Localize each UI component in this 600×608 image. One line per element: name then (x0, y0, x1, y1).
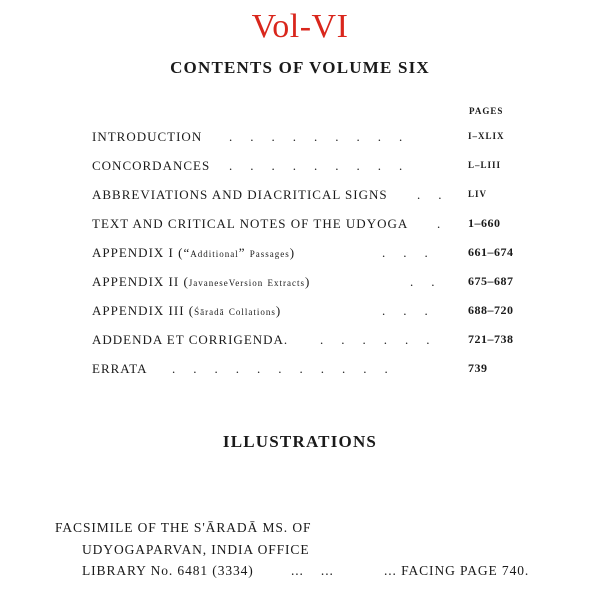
toc-row-appendix-1 (92, 245, 532, 265)
toc-page: 688–720 (468, 303, 514, 317)
toc-leader-dots: ... (382, 245, 446, 260)
toc-label-smallcaps: Additional (190, 249, 239, 259)
toc-label-open: ( (188, 303, 195, 318)
toc-page: 675–687 (468, 274, 514, 288)
toc-leader-dots: .. (417, 187, 460, 202)
illustration-line-1: FACSIMILE OF THE S'ĀRADĀ MS. OF (55, 520, 312, 535)
toc-row-concordances (92, 158, 532, 178)
illustrations-heading: ILLUSTRATIONS (222, 432, 378, 451)
toc-row-addenda (92, 332, 532, 352)
toc-label-main: APPENDIX II (92, 274, 180, 289)
toc-leader-dots: .. (410, 274, 453, 289)
pages-column-header: PAGES (469, 106, 504, 116)
toc-leader-dots: . (437, 216, 459, 231)
toc-label-main: APPENDIX III (92, 303, 185, 318)
toc-row-errata (92, 361, 532, 381)
toc-label: CONCORDANCES (92, 158, 211, 173)
toc-row-appendix-2 (92, 274, 532, 294)
toc-row-introduction (92, 129, 532, 149)
volume-title: Vol-VI (251, 8, 349, 45)
illustration-line-3-dots: ... ... (291, 563, 334, 578)
toc-leader-dots: ......... (229, 129, 421, 144)
toc-page: LIV (468, 189, 488, 199)
toc-label-mid: ” (238, 245, 250, 260)
toc-page: L–LIII (468, 160, 502, 170)
toc-label-smallcaps: Passages (249, 249, 290, 259)
toc-leader-dots: ... (382, 303, 446, 318)
toc-page: 721–738 (468, 332, 514, 346)
toc-page: 661–674 (468, 245, 514, 259)
toc-label: ADDENDA ET CORRIGENDA. (92, 332, 289, 347)
toc-row-appendix-3 (92, 303, 532, 323)
toc-leader-dots: ......... (229, 158, 421, 173)
toc-label-smallcaps: Extracts (267, 278, 306, 288)
toc-row-abbreviations (92, 187, 532, 207)
toc-label (92, 274, 310, 290)
toc-label-close: ) (289, 245, 296, 260)
toc-label: INTRODUCTION (92, 129, 203, 144)
toc-label-smallcaps: Collations (228, 307, 276, 317)
toc-label-smallcaps: JavaneseVersion (188, 278, 264, 288)
toc-page: 1–660 (468, 216, 501, 230)
toc-label-close: ) (275, 303, 282, 318)
toc-label-smallcaps: Śāradā (194, 307, 225, 317)
illustration-facing-page: ... FACING PAGE 740. (384, 563, 530, 578)
toc-label-close: ) (305, 274, 311, 289)
toc-page: I–XLIX (468, 131, 505, 141)
toc-label: TEXT AND CRITICAL NOTES OF THE UDYOGA (92, 216, 409, 231)
toc-label (92, 245, 295, 261)
illustration-line-2: UDYOGAPARVAN, INDIA OFFICE (82, 542, 310, 557)
toc-leader-dots: ........... (172, 361, 406, 376)
contents-heading: CONTENTS OF VOLUME SIX (170, 58, 430, 77)
toc-label-main: APPENDIX I (92, 245, 174, 260)
toc-row-text-critical-notes (92, 216, 532, 236)
toc-label: ABBREVIATIONS AND DIACRITICAL SIGNS (92, 187, 388, 202)
toc-label (92, 303, 281, 319)
toc-label-open: (“ (178, 245, 191, 260)
illustration-line-3-left: LIBRARY No. 6481 (3334) (82, 563, 254, 578)
toc-label: ERRATA (92, 361, 148, 376)
toc-page: 739 (468, 361, 488, 375)
toc-label-open: ( (183, 274, 189, 289)
toc-leader-dots: ...... (320, 332, 448, 347)
